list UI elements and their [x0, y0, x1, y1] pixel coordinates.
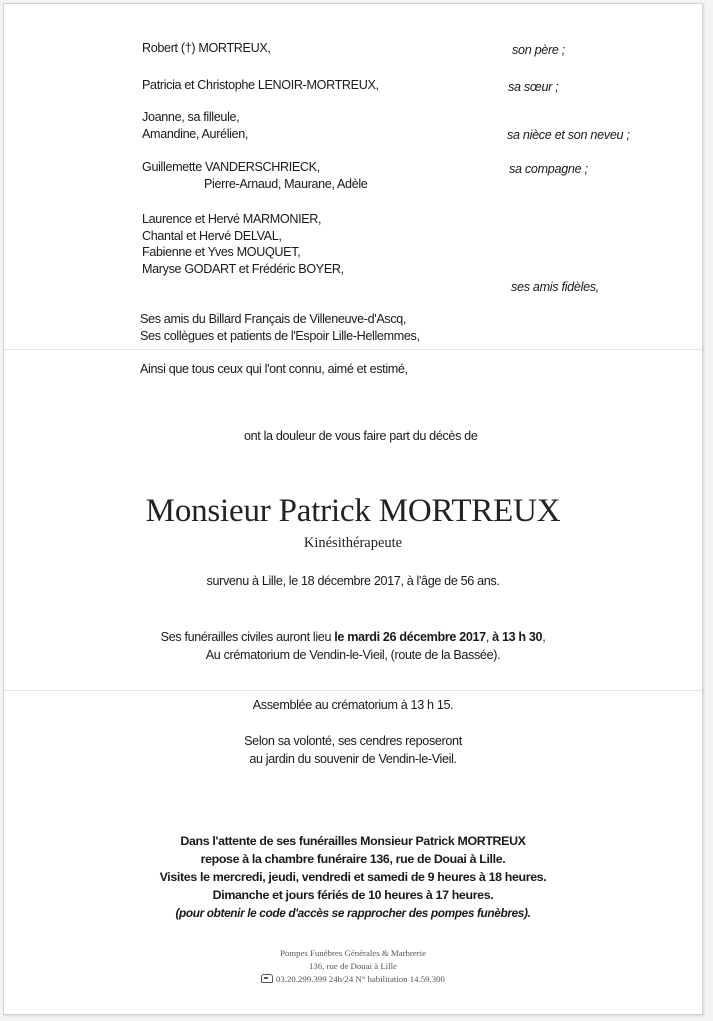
family-group [142, 40, 271, 57]
funeral-time: à 13 h 30 [492, 630, 543, 644]
family-member-line: Ses collègues et patients de l'Espoir Lille-Hellemmes, [140, 328, 420, 343]
visits-block [4, 832, 702, 922]
family-member-line: Guillemette VANDERSCHRIECK, [142, 160, 320, 174]
family-member-line: Laurence et Hervé MARMONIER, [142, 212, 322, 226]
deceased-name [4, 493, 702, 530]
fold-line [4, 349, 702, 350]
family-group [142, 159, 367, 192]
family-member-line: Ses amis du Billard Français de Villeneuve-d'Ascq, [140, 312, 407, 326]
funeral-home-name: Pompes Funèbres Générales & Marbrerie [279, 948, 427, 958]
family-member-line: Joanne, sa filleule, [142, 110, 240, 124]
death-notice-text: survenu à Lille, le 18 décembre 2017, à l'âge de 56 ans. [206, 574, 500, 588]
family-group [140, 361, 408, 378]
family-group [142, 109, 248, 142]
family-member-line: Amandine, Aurélien, [142, 126, 249, 141]
death-notice-line [4, 573, 702, 591]
relation-label: son père ; [512, 43, 566, 57]
funeral-sep: , [485, 630, 493, 644]
funeral-home-contact-line [4, 973, 702, 986]
visits-line: Dimanche et jours fériés de 10 heures à 17 heures. [212, 888, 494, 902]
family-group [142, 77, 379, 94]
family-member-line: Pierre-Arnaud, Maurane, Adèle [204, 176, 368, 191]
funeral-place: Au crématorium de Vendin-le-Vieil, (route de la Bassée). [205, 647, 501, 662]
family-member-line: Patricia et Christophe LENOIR-MORTREUX, [142, 78, 379, 92]
visits-line: (pour obtenir le code d'accès se rapprocher des pompes funèbres). [175, 906, 531, 920]
family-member-line: Maryse GODART et Frédéric BOYER, [142, 261, 344, 276]
wish-line: au jardin du souvenir de Vendin-le-Vieil. [249, 751, 457, 766]
relation-label: sa nièce et son neveu ; [507, 128, 630, 142]
family-member-line: Robert (†) MORTREUX, [142, 41, 271, 55]
funeral-intro: Ses funérailles civiles auront lieu [160, 630, 335, 644]
wish-line: Selon sa volonté, ses cendres reposeront [244, 734, 462, 748]
profession-text: Kinésithérapeute [303, 535, 403, 551]
funeral-home-contact: 03.20.299.399 24h/24 N° habilitation 14.59.300 [276, 974, 445, 984]
relation-label: sa compagne ; [509, 162, 588, 176]
announcement-text: ont la douleur de vous faire part du décès de [244, 429, 478, 443]
wish-block [4, 733, 702, 768]
visits-line: Visites le mercredi, jeudi, vendredi et samedi de 9 heures à 18 heures. [159, 870, 547, 884]
funeral-date: le mardi 26 décembre 2017 [334, 630, 486, 644]
deceased-profession [4, 534, 702, 552]
funeral-date-line [4, 629, 702, 647]
funeral-home-address: 136, rue de Douai à Lille [309, 961, 397, 971]
assembly-line [4, 697, 702, 715]
visits-line: repose à la chambre funéraire 136, rue de Douai à Lille. [200, 852, 506, 866]
telephone-icon [261, 974, 273, 983]
fold-line [4, 690, 702, 691]
deceased-name-text: Monsieur Patrick MORTREUX [145, 493, 561, 529]
relation-label: sa sœur ; [508, 80, 559, 94]
assembly-text: Assemblée au crématorium à 13 h 15. [252, 698, 454, 712]
family-group [142, 211, 344, 277]
visits-line: Dans l'attente de ses funérailles Monsieur Patrick MORTREUX [180, 834, 526, 848]
family-group [140, 311, 420, 344]
funeral-end: , [542, 630, 546, 644]
funeral-block [4, 629, 702, 664]
funeral-home-footer [4, 947, 702, 986]
obituary-page [3, 3, 703, 1015]
family-member-line: Fabienne et Yves MOUQUET, [142, 245, 301, 259]
family-member-line: Ainsi que tous ceux qui l'ont connu, aimé et estimé, [140, 362, 408, 376]
family-member-line: Chantal et Hervé DELVAL, [142, 228, 282, 243]
relation-label: ses amis fidèles, [511, 280, 599, 294]
